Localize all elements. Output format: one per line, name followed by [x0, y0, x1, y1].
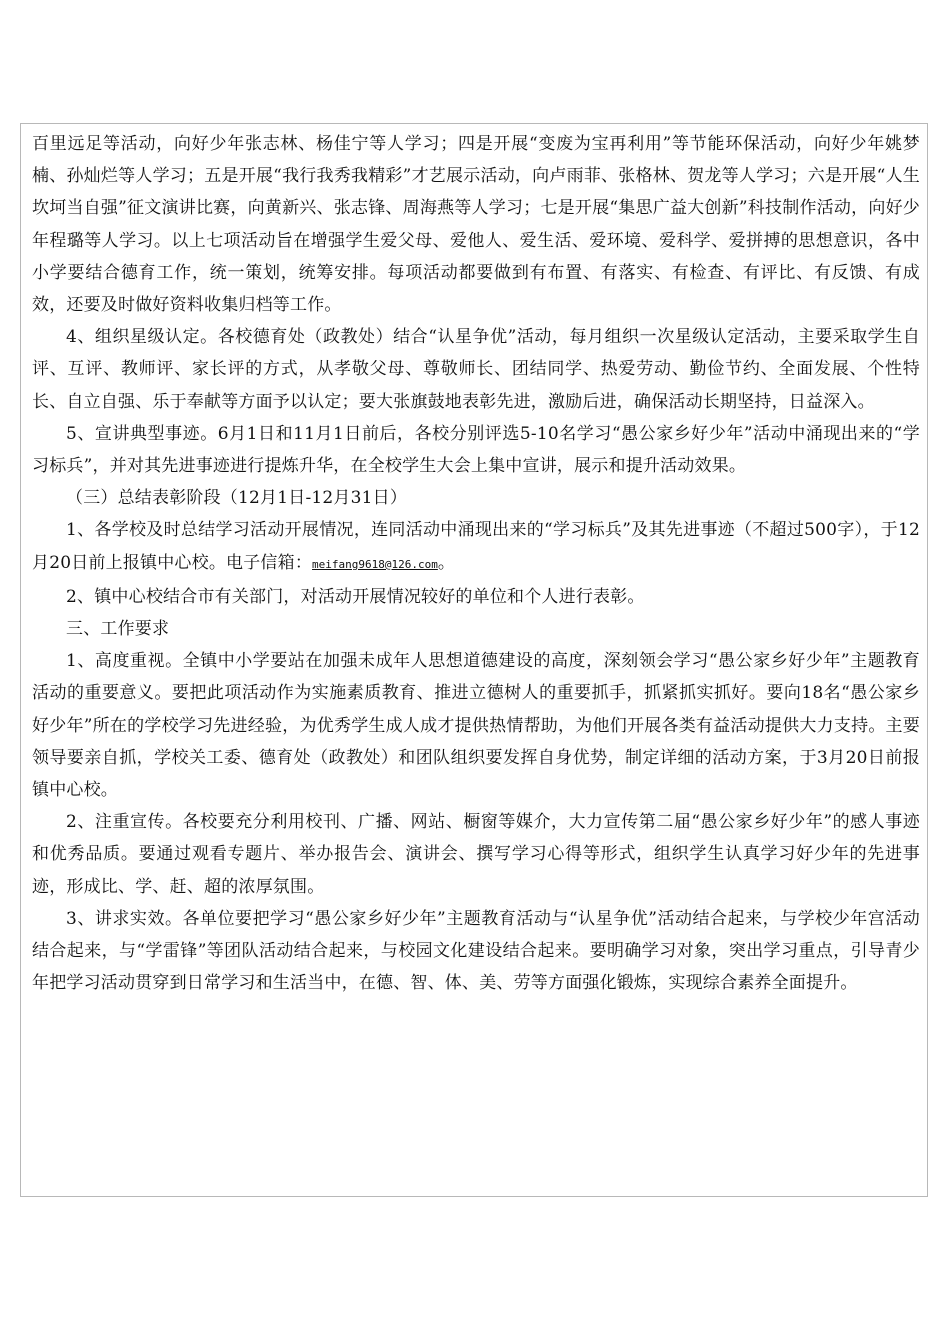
- report-submission-end: 。: [437, 552, 456, 573]
- paragraph-attach-importance: 1、高度重视。全镇中小学要站在加强未成年人思想道德建设的高度，深刻领会学习“愚公家乡好少年”主题教育活动的重要意义。要把此项活动作为实施素质教育、推进立德树人的重要抓手，抓紧抓实抓好。要向18名“愚公家乡好少年”所在的学校学习先进经验，为优秀学生成人成才提供热情帮助，为他们开展各类有益活动提供大力支持。主要领导要亲自抓，学校关工委、德育处（政教处）和团队组织要发挥自身优势，制定详细的活动方案，于3月20日前报镇中心校。: [32, 651, 920, 801]
- paragraph-promote-examples: 5、宣讲典型事迹。6月1日和11月1日前后，各校分别评选5-10名学习“愚公家乡好少年”活动中涌现出来的“学习标兵”，并对其先进事迹进行提炼升华，在全校学生大会上集中宣讲，展示和提升活动效果。: [32, 423, 920, 477]
- paragraph-star-rating: 4、组织星级认定。各校德育处（政教处）结合“认星争优”活动，每月组织一次星级认定活动，主要采取学生自评、互评、教师评、家长评的方式，从孝敬父母、尊敬师长、团结同学、热爱劳动、勤俭节约、全面发展、个性特长、自立自强、乐于奉献等方面予以认定；要大张旗鼓地表彰先进，激励后进，确保活动长期坚持，日益深入。: [32, 327, 920, 412]
- document-body: [32, 128, 920, 999]
- paragraph-practical-results: 3、讲求实效。各单位要把学习“愚公家乡好少年”主题教育活动与“认星争优”活动结合起来，与学校少年宫活动结合起来，与“学雷锋”等团队活动结合起来，与校园文化建设结合起来。要明确学习对象，突出学习重点，引导青少年把学习活动贯穿到日常学习和生活当中，在德、智、体、美、劳等方面强化锻炼，实现综合素养全面提升。: [32, 908, 920, 994]
- paragraph-report-submission: [32, 514, 920, 580]
- paragraph-commendation: 2、镇中心校结合市有关部门，对活动开展情况较好的单位和个人进行表彰。: [66, 586, 645, 607]
- section-heading-work-requirements: 三、工作要求: [66, 619, 170, 640]
- report-submission-text: 1、各学校及时总结学习活动开展情况，连同活动中涌现出来的“学习标兵”及其先进事迹（不超过500字），于12月20日前上报镇中心校。电子信箱：: [32, 520, 920, 573]
- email-link[interactable]: meifang9618@126.com: [312, 557, 438, 571]
- paragraph-activities-continued: 百里远足等活动，向好少年张志林、杨佳宁等人学习；四是开展“变废为宝再利用”等节能环保活动，向好少年姚梦楠、孙灿烂等人学习；五是开展“我行我秀我精彩”才艺展示活动，向卢雨菲、张格林、贺龙等人学习；六是开展“人生坎坷当自强”征文演讲比赛，向黄新兴、张志锋、周海燕等人学习；七是开展“集思广益大创新”科技制作活动，向好少年程璐等人学习。以上七项活动旨在增强学生爱父母、爱他人、爱生活、爱环境、爱科学、爱拼搏的思想意识，各中小学要结合德育工作，统一策划，统筹安排。每项活动都要做到有布置、有落实、有检查、有评比、有反馈、有成效，还要及时做好资料收集归档等工作。: [32, 134, 920, 316]
- paragraph-publicity: 2、注重宣传。各校要充分利用校刊、广播、网站、橱窗等媒介，大力宣传第二届“愚公家乡好少年”的感人事迹和优秀品质。要通过观看专题片、举办报告会、演讲会、撰写学习心得等形式，组织学生认真学习好少年的先进事迹，形成比、学、赶、超的浓厚氛围。: [32, 812, 920, 897]
- section-heading-summary-stage: （三）总结表彰阶段（12月1日-12月31日）: [66, 488, 408, 509]
